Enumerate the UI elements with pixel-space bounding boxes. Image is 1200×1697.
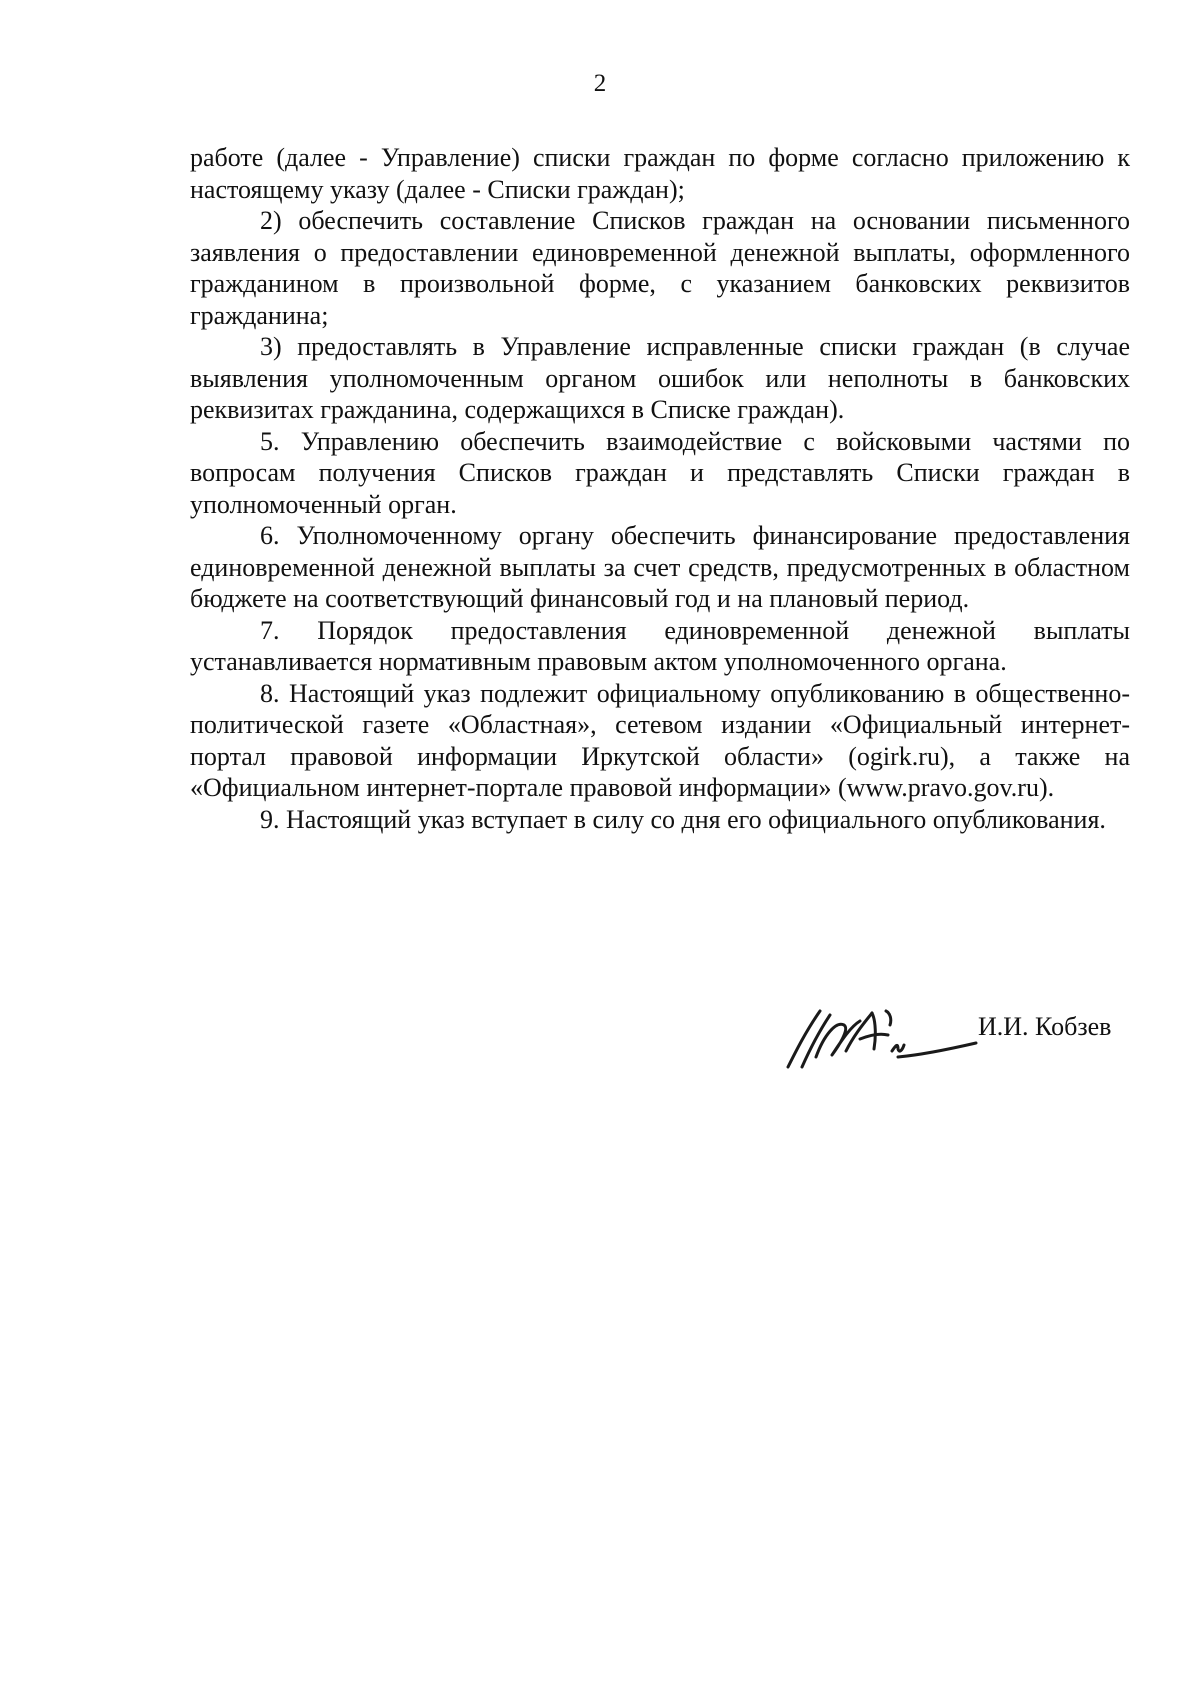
paragraph-clause-7: 7. Порядок предоставления единовременной денежной выплаты устанавливается нормативным правовым актом уполномоченного органа. (190, 615, 1130, 676)
paragraph-clause-6: 6. Уполномоченному органу обеспечить финансирование предоставления единовременной денежной выплаты за счет средств, предусмотренных в областном бюджете на соответствующий финансовый год и на плановый период. (190, 521, 1130, 613)
paragraph-item-2: 2) обеспечить составление Списков граждан на основании письменного заявления о предоставлении единовременной денежной выплаты, оформленного гражданином в произвольной форме, с указанием банковских реквизитов гражданина; (190, 206, 1130, 330)
paragraph-clause-5: 5. Управлению обеспечить взаимодействие с войсковыми частями по вопросам получения Списков граждан и представлять Списки граждан в уполномоченный орган. (190, 426, 1130, 519)
paragraph-clause-8: 8. Настоящий указ подлежит официальному опубликованию в общественно-политической газете «Областная», сетевом издании «Официальный интернет-портал правовой информации Иркутской области» (ogirk.ru), а также на «Официальном интернет-портале правовой информации» (www.pravo.gov.ru). (190, 678, 1130, 802)
paragraph-clause-9: 9. Настоящий указ вступает в силу со дня его официального опубликования. (260, 804, 1106, 834)
signer-name: И.И. Кобзев (978, 1012, 1112, 1041)
document-body (190, 142, 1130, 835)
handwritten-signature (780, 985, 980, 1075)
paragraph-continuation: работе (далее - Управление) списки граждан по форме согласно приложению к настоящему указу (далее - Списки граждан); (190, 143, 1130, 204)
signature-block (780, 985, 1140, 1075)
page-number: 2 (593, 70, 607, 97)
paragraph-item-3: 3) предоставлять в Управление исправленные списки граждан (в случае выявления уполномоченным органом ошибок или неполноты в банковских реквизитах гражданина, содержащихся в Списке граждан). (190, 332, 1130, 424)
